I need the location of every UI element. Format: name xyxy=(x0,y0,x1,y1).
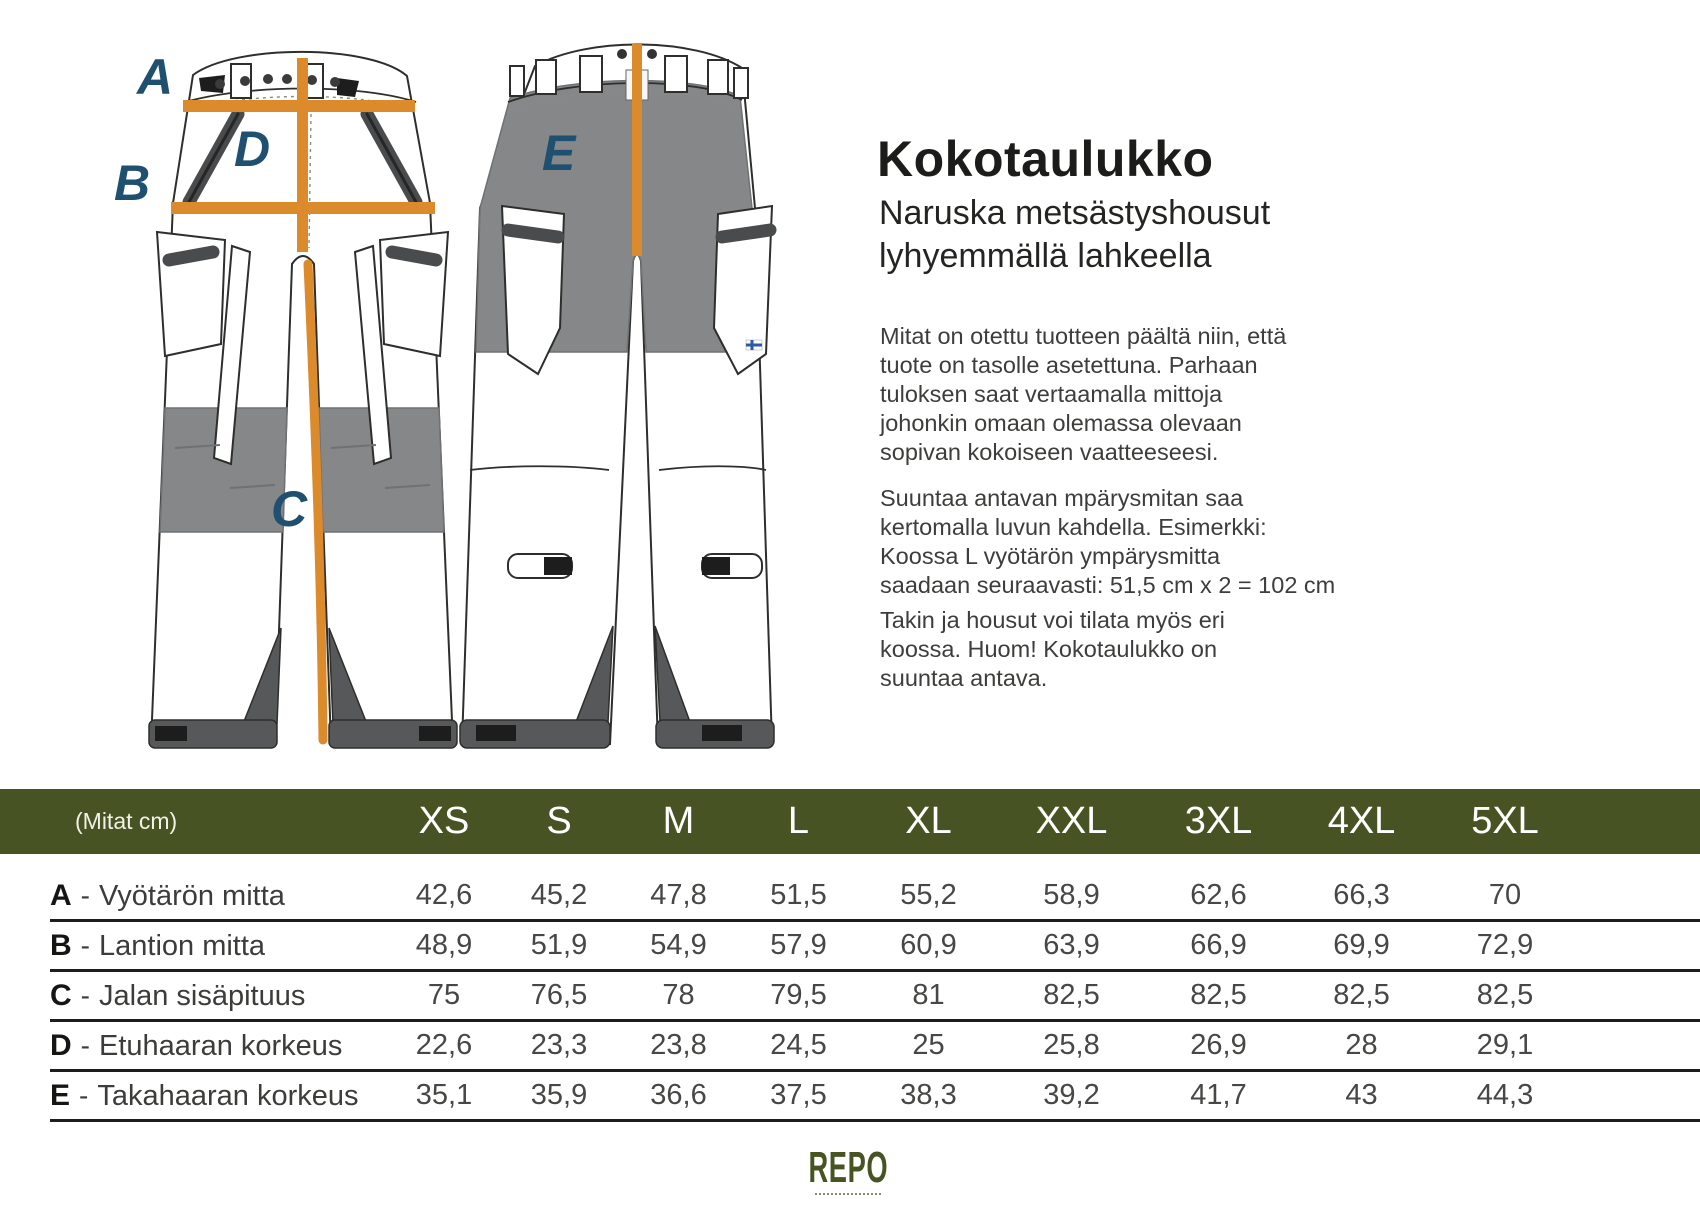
cell-value: 51,9 xyxy=(530,929,588,961)
cell-value: 38,3 xyxy=(900,1079,957,1111)
row-name: Etuhaaran korkeus xyxy=(99,1029,343,1062)
measure-line-e xyxy=(632,44,642,256)
cell-value: 55,2 xyxy=(900,879,957,911)
measure-label-a: A xyxy=(137,49,174,105)
size-table-body xyxy=(50,872,1700,1122)
cell-value: 58,9 xyxy=(1043,879,1100,911)
table-row-waist xyxy=(50,872,1700,922)
measure-label-b: B xyxy=(114,155,151,211)
cell-value: 37,5 xyxy=(770,1079,827,1111)
cell-value: 24,5 xyxy=(770,1029,827,1061)
cell-value: 66,9 xyxy=(1190,929,1247,961)
cell-value: 82,5 xyxy=(1190,979,1247,1011)
paragraph-line: saadaan seuraavasti: 51,5 cm x 2 = 102 cm xyxy=(880,572,1336,598)
cell-value: 76,5 xyxy=(530,979,588,1011)
cell-value: 39,2 xyxy=(1043,1079,1100,1111)
cell-value: 22,6 xyxy=(415,1029,473,1061)
row-key: E xyxy=(50,1078,71,1112)
size-column-m: M xyxy=(662,800,695,842)
repo-logo xyxy=(778,1143,918,1195)
measure-label-c: C xyxy=(271,481,308,537)
circumference-paragraph xyxy=(880,484,1335,600)
cell-value: 81 xyxy=(912,979,945,1011)
paragraph-line: suuntaa antava. xyxy=(880,665,1048,691)
cell-value: 23,3 xyxy=(530,1029,588,1061)
cell-value: 25,8 xyxy=(1043,1029,1100,1061)
subtitle-line: Naruska metsästyshousut xyxy=(879,194,1271,232)
cell-value: 36,6 xyxy=(650,1079,707,1111)
cell-value: 23,8 xyxy=(650,1029,707,1061)
paragraph-line: tuote on tasolle asetettuna. Parhaan xyxy=(880,352,1258,378)
size-column-5xl: 5XL xyxy=(1471,800,1539,842)
row-key: C xyxy=(50,978,72,1012)
repo-logo-tagline xyxy=(815,1193,881,1195)
paragraph-line: koossa. Huom! Kokotaulukko on xyxy=(880,636,1218,662)
size-column-l: L xyxy=(787,800,810,842)
cell-value: 69,9 xyxy=(1333,929,1390,961)
cell-value: 57,9 xyxy=(770,929,827,961)
pants-back-drawing xyxy=(450,18,785,753)
size-column-3xl: 3XL xyxy=(1184,800,1253,842)
row-name: Lantion mitta xyxy=(99,929,266,962)
cell-value: 25 xyxy=(912,1029,945,1061)
product-subtitle xyxy=(879,192,1270,278)
cell-value: 70 xyxy=(1488,879,1522,911)
cell-value: 51,5 xyxy=(770,879,827,911)
cell-value: 42,6 xyxy=(415,879,473,911)
paragraph-line: kertomalla luvun kahdella. Esimerkki: xyxy=(880,514,1267,540)
ordering-note-paragraph xyxy=(880,606,1225,693)
size-table-header xyxy=(0,789,1700,854)
row-key: A xyxy=(50,878,72,912)
table-row-front-rise xyxy=(50,1022,1700,1072)
size-column-s: S xyxy=(546,800,572,842)
cell-value: 72,9 xyxy=(1476,929,1534,961)
size-column-xs: XS xyxy=(418,800,470,842)
row-name: Jalan sisäpituus xyxy=(99,979,306,1012)
cell-value: 28 xyxy=(1345,1029,1378,1061)
measure-label-d: D xyxy=(234,121,271,177)
size-column-xl: XL xyxy=(905,800,952,842)
cell-value: 82,5 xyxy=(1476,979,1534,1011)
cell-value: 60,9 xyxy=(900,929,957,961)
paragraph-line: Koossa L vyötärön ympärysmitta xyxy=(880,543,1221,569)
table-row-inseam xyxy=(50,972,1700,1022)
paragraph-line: tuloksen saat vertaamalla mittoja xyxy=(880,381,1223,407)
paragraph-line: Takin ja housut voi tilata myös eri xyxy=(880,607,1225,633)
row-key: B xyxy=(50,928,72,962)
paragraph-line: Suuntaa antavan mpärysmitan saa xyxy=(880,485,1244,511)
subtitle-line: lyhyemmällä lahkeella xyxy=(879,237,1212,275)
row-separator: - xyxy=(80,979,90,1011)
page-title: Kokotaulukko xyxy=(877,131,1214,187)
table-row-back-rise xyxy=(50,1072,1700,1122)
cell-value: 26,9 xyxy=(1190,1029,1247,1061)
cell-value: 41,7 xyxy=(1190,1079,1247,1111)
paragraph-line: johonkin omaan olemassa olevaan xyxy=(880,410,1242,436)
repo-logo-text: REPO xyxy=(808,1143,888,1192)
cell-value: 79,5 xyxy=(770,979,827,1011)
cell-value: 54,9 xyxy=(650,929,707,961)
pants-front-drawing xyxy=(135,18,470,753)
measure-label-e: E xyxy=(542,125,576,181)
paragraph-line: sopivan kokoiseen vaatteeseesi. xyxy=(880,439,1219,465)
row-separator: - xyxy=(80,929,90,961)
row-separator: - xyxy=(80,879,90,911)
row-separator: - xyxy=(80,1029,90,1061)
paragraph-line: Mitat on otettu tuotteen päältä niin, että xyxy=(880,323,1287,349)
cell-value: 75 xyxy=(427,979,461,1011)
pants-back-svg xyxy=(450,18,785,753)
cell-value: 66,3 xyxy=(1333,879,1390,911)
cell-value: 29,1 xyxy=(1476,1029,1534,1061)
row-key: D xyxy=(50,1028,72,1062)
cell-value: 35,1 xyxy=(415,1079,473,1111)
cell-value: 45,2 xyxy=(530,879,588,911)
finnish-flag-icon xyxy=(746,340,762,350)
cell-value: 82,5 xyxy=(1333,979,1390,1011)
cell-value: 43 xyxy=(1345,1079,1378,1111)
cell-value: 35,9 xyxy=(530,1079,588,1111)
row-separator: - xyxy=(79,1079,89,1111)
measure-line-d xyxy=(297,58,308,252)
size-column-4xl: 4XL xyxy=(1327,800,1396,842)
cell-value: 44,3 xyxy=(1476,1079,1534,1111)
table-row-hip xyxy=(50,922,1700,972)
cell-value: 63,9 xyxy=(1043,929,1100,961)
size-column-xxl: XXL xyxy=(1035,800,1108,842)
cell-value: 47,8 xyxy=(650,879,707,911)
cell-value: 82,5 xyxy=(1043,979,1100,1011)
row-name: Vyötärön mitta xyxy=(99,879,285,912)
cell-value: 48,9 xyxy=(415,929,473,961)
cell-value: 62,6 xyxy=(1190,879,1247,911)
pants-front-svg xyxy=(135,18,470,753)
row-name: Takahaaran korkeus xyxy=(97,1079,359,1112)
cell-value: 78 xyxy=(662,979,695,1011)
measurement-note-paragraph xyxy=(880,322,1286,467)
unit-label: (Mitat cm) xyxy=(75,808,178,834)
